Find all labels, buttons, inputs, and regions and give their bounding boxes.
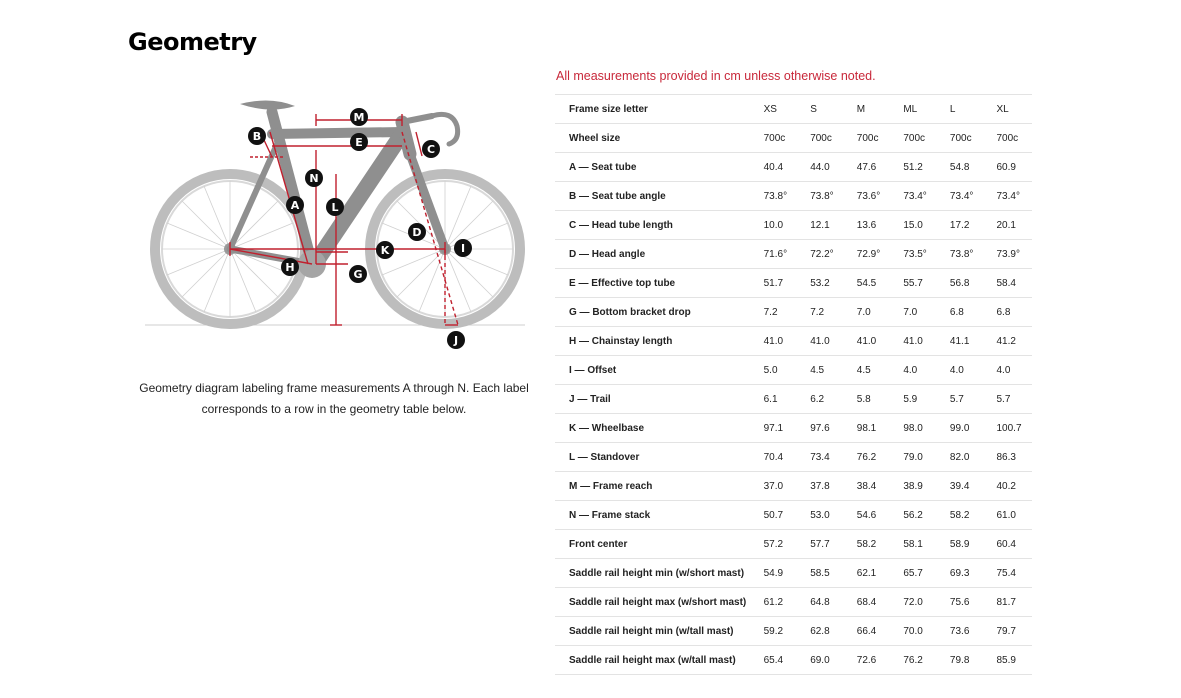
- label-m-icon: [350, 108, 368, 126]
- row-value: 54.8: [950, 153, 997, 182]
- row-value: 13.6: [857, 211, 904, 240]
- table-row: [555, 211, 1032, 240]
- row-value: 79.0: [903, 443, 950, 472]
- row-value: 71.6°: [764, 240, 811, 269]
- table-row: [555, 240, 1032, 269]
- table-row: [555, 472, 1032, 501]
- row-value: 54.9: [764, 559, 811, 588]
- table-row: [555, 588, 1032, 617]
- row-value: 41.0: [810, 327, 857, 356]
- table-row: [555, 327, 1032, 356]
- label-l: L: [331, 201, 339, 214]
- header-size-xl: XL: [997, 95, 1033, 124]
- row-label: J — Trail: [555, 385, 764, 414]
- row-value: 72.6: [857, 646, 904, 675]
- page-title: Geometry: [128, 28, 257, 56]
- header-size-l: L: [950, 95, 997, 124]
- row-value: 7.2: [764, 298, 811, 327]
- label-e: E: [355, 136, 363, 149]
- row-value: 700c: [857, 124, 904, 153]
- geometry-diagram: [140, 92, 530, 360]
- label-c-icon: [422, 140, 440, 158]
- row-value: 100.7: [997, 414, 1033, 443]
- row-value: 55.7: [903, 269, 950, 298]
- row-value: 73.9°: [997, 240, 1033, 269]
- row-value: 40.4: [764, 153, 811, 182]
- label-n: N: [309, 172, 319, 185]
- table-row: [555, 298, 1032, 327]
- row-value: 73.5°: [903, 240, 950, 269]
- row-value: 39.4: [950, 472, 997, 501]
- table-row: [555, 501, 1032, 530]
- row-label: Wheel size: [555, 124, 764, 153]
- row-value: 76.2: [903, 646, 950, 675]
- row-value: 56.2: [903, 501, 950, 530]
- row-value: 82.0: [950, 443, 997, 472]
- row-value: 73.8°: [950, 240, 997, 269]
- row-label: D — Head angle: [555, 240, 764, 269]
- row-label: E — Effective top tube: [555, 269, 764, 298]
- row-value: 62.1: [857, 559, 904, 588]
- row-value: 61.0: [997, 501, 1033, 530]
- row-value: 58.2: [857, 530, 904, 559]
- row-value: 59.2: [764, 617, 811, 646]
- row-label: C — Head tube length: [555, 211, 764, 240]
- label-d: D: [412, 226, 422, 239]
- measurement-note: All measurements provided in cm unless otherwise noted.: [556, 69, 876, 83]
- row-value: 5.8: [857, 385, 904, 414]
- row-value: 12.1: [810, 211, 857, 240]
- row-value: 72.2°: [810, 240, 857, 269]
- row-value: 37.8: [810, 472, 857, 501]
- row-value: 99.0: [950, 414, 997, 443]
- table-row: [555, 414, 1032, 443]
- row-value: 70.0: [903, 617, 950, 646]
- row-label: I — Offset: [555, 356, 764, 385]
- row-value: 79.8: [950, 646, 997, 675]
- row-label: A — Seat tube: [555, 153, 764, 182]
- table-row: [555, 356, 1032, 385]
- row-label: Saddle rail height max (w/tall mast): [555, 646, 764, 675]
- row-value: 79.7: [997, 617, 1033, 646]
- row-value: 5.0: [764, 356, 811, 385]
- row-value: 700c: [810, 124, 857, 153]
- row-value: 5.9: [903, 385, 950, 414]
- label-k-icon: [376, 241, 394, 259]
- row-label: Saddle rail height min (w/short mast): [555, 559, 764, 588]
- row-value: 69.0: [810, 646, 857, 675]
- row-value: 7.2: [810, 298, 857, 327]
- row-value: 54.5: [857, 269, 904, 298]
- row-value: 75.6: [950, 588, 997, 617]
- row-label: L — Standover: [555, 443, 764, 472]
- row-value: 4.0: [903, 356, 950, 385]
- label-m: M: [353, 111, 365, 124]
- label-g: G: [353, 268, 363, 281]
- row-value: 6.8: [950, 298, 997, 327]
- row-value: 72.0: [903, 588, 950, 617]
- row-value: 17.2: [950, 211, 997, 240]
- row-value: 70.4: [764, 443, 811, 472]
- row-value: 41.0: [764, 327, 811, 356]
- row-value: 51.2: [903, 153, 950, 182]
- row-value: 6.2: [810, 385, 857, 414]
- row-value: 50.7: [764, 501, 811, 530]
- label-g-icon: [349, 265, 367, 283]
- row-value: 60.9: [997, 153, 1033, 182]
- row-value: 97.6: [810, 414, 857, 443]
- table-row: [555, 559, 1032, 588]
- row-value: 4.5: [857, 356, 904, 385]
- row-value: 73.8°: [764, 182, 811, 211]
- row-value: 53.2: [810, 269, 857, 298]
- row-value: 81.7: [997, 588, 1033, 617]
- row-value: 44.0: [810, 153, 857, 182]
- row-value: 58.5: [810, 559, 857, 588]
- label-d-icon: [408, 223, 426, 241]
- row-value: 58.2: [950, 501, 997, 530]
- table-body: [555, 124, 1032, 675]
- row-value: 56.8: [950, 269, 997, 298]
- header-size-m: M: [857, 95, 904, 124]
- table-row: [555, 269, 1032, 298]
- table-row: [555, 617, 1032, 646]
- row-label: B — Seat tube angle: [555, 182, 764, 211]
- header-size-ml: ML: [903, 95, 950, 124]
- header-size-xs: XS: [764, 95, 811, 124]
- row-value: 5.7: [997, 385, 1033, 414]
- row-label: Saddle rail height min (w/tall mast): [555, 617, 764, 646]
- label-b-icon: [248, 127, 266, 145]
- row-value: 6.1: [764, 385, 811, 414]
- row-value: 10.0: [764, 211, 811, 240]
- label-h: H: [285, 261, 295, 274]
- row-value: 54.6: [857, 501, 904, 530]
- row-value: 53.0: [810, 501, 857, 530]
- header-label: Frame size letter: [555, 95, 764, 124]
- row-value: 37.0: [764, 472, 811, 501]
- row-value: 98.0: [903, 414, 950, 443]
- row-value: 97.1: [764, 414, 811, 443]
- label-k: K: [380, 244, 390, 257]
- row-value: 73.4°: [950, 182, 997, 211]
- row-value: 73.4°: [997, 182, 1033, 211]
- row-value: 65.7: [903, 559, 950, 588]
- table-header-row: [555, 95, 1032, 124]
- row-value: 5.7: [950, 385, 997, 414]
- row-value: 66.4: [857, 617, 904, 646]
- row-value: 98.1: [857, 414, 904, 443]
- table-row: [555, 530, 1032, 559]
- row-value: 700c: [764, 124, 811, 153]
- row-value: 700c: [903, 124, 950, 153]
- row-value: 69.3: [950, 559, 997, 588]
- label-l-icon: [326, 198, 344, 216]
- label-j-icon: [447, 331, 465, 349]
- label-n-icon: [305, 169, 323, 187]
- row-value: 76.2: [857, 443, 904, 472]
- row-value: 60.4: [997, 530, 1033, 559]
- row-value: 68.4: [857, 588, 904, 617]
- label-b: B: [252, 130, 262, 143]
- row-label: H — Chainstay length: [555, 327, 764, 356]
- row-value: 65.4: [764, 646, 811, 675]
- row-label: Front center: [555, 530, 764, 559]
- row-value: 4.0: [997, 356, 1033, 385]
- label-e-icon: [350, 133, 368, 151]
- row-value: 6.8: [997, 298, 1033, 327]
- row-label: K — Wheelbase: [555, 414, 764, 443]
- diagram-caption: Geometry diagram labeling frame measurements A through N. Each label corresponds to a row in the geometry table below.: [139, 381, 529, 416]
- label-j: J: [453, 334, 459, 347]
- row-value: 86.3: [997, 443, 1033, 472]
- row-value: 20.1: [997, 211, 1033, 240]
- row-value: 700c: [997, 124, 1033, 153]
- row-value: 62.8: [810, 617, 857, 646]
- row-value: 58.1: [903, 530, 950, 559]
- table-row: [555, 646, 1032, 675]
- row-value: 73.8°: [810, 182, 857, 211]
- row-value: 15.0: [903, 211, 950, 240]
- row-label: N — Frame stack: [555, 501, 764, 530]
- row-value: 64.8: [810, 588, 857, 617]
- row-value: 61.2: [764, 588, 811, 617]
- row-value: 700c: [950, 124, 997, 153]
- row-value: 85.9: [997, 646, 1033, 675]
- label-a: A: [290, 199, 300, 212]
- row-value: 4.5: [810, 356, 857, 385]
- label-i: I: [460, 242, 466, 255]
- table-row: [555, 153, 1032, 182]
- table-row: [555, 124, 1032, 153]
- row-value: 73.4°: [903, 182, 950, 211]
- row-value: 41.0: [857, 327, 904, 356]
- row-value: 41.0: [903, 327, 950, 356]
- row-value: 58.9: [950, 530, 997, 559]
- label-a-icon: [286, 196, 304, 214]
- row-value: 73.6: [950, 617, 997, 646]
- row-value: 41.2: [997, 327, 1033, 356]
- row-value: 73.6°: [857, 182, 904, 211]
- row-label: Saddle rail height max (w/short mast): [555, 588, 764, 617]
- row-value: 73.4: [810, 443, 857, 472]
- label-h-icon: [281, 258, 299, 276]
- table-row: [555, 385, 1032, 414]
- row-value: 57.2: [764, 530, 811, 559]
- row-value: 51.7: [764, 269, 811, 298]
- row-value: 47.6: [857, 153, 904, 182]
- row-value: 41.1: [950, 327, 997, 356]
- label-c: C: [426, 143, 436, 156]
- table-row: [555, 443, 1032, 472]
- row-value: 7.0: [903, 298, 950, 327]
- row-label: M — Frame reach: [555, 472, 764, 501]
- saddle: [240, 100, 295, 109]
- row-value: 38.4: [857, 472, 904, 501]
- header-size-s: S: [810, 95, 857, 124]
- row-value: 75.4: [997, 559, 1033, 588]
- row-label: G — Bottom bracket drop: [555, 298, 764, 327]
- row-value: 40.2: [997, 472, 1033, 501]
- row-value: 57.7: [810, 530, 857, 559]
- row-value: 4.0: [950, 356, 997, 385]
- row-value: 38.9: [903, 472, 950, 501]
- label-i-icon: [454, 239, 472, 257]
- bike-illustration: [140, 92, 530, 360]
- row-value: 72.9°: [857, 240, 904, 269]
- geometry-table: [555, 94, 1032, 675]
- table-row: [555, 182, 1032, 211]
- row-value: 58.4: [997, 269, 1033, 298]
- row-value: 7.0: [857, 298, 904, 327]
